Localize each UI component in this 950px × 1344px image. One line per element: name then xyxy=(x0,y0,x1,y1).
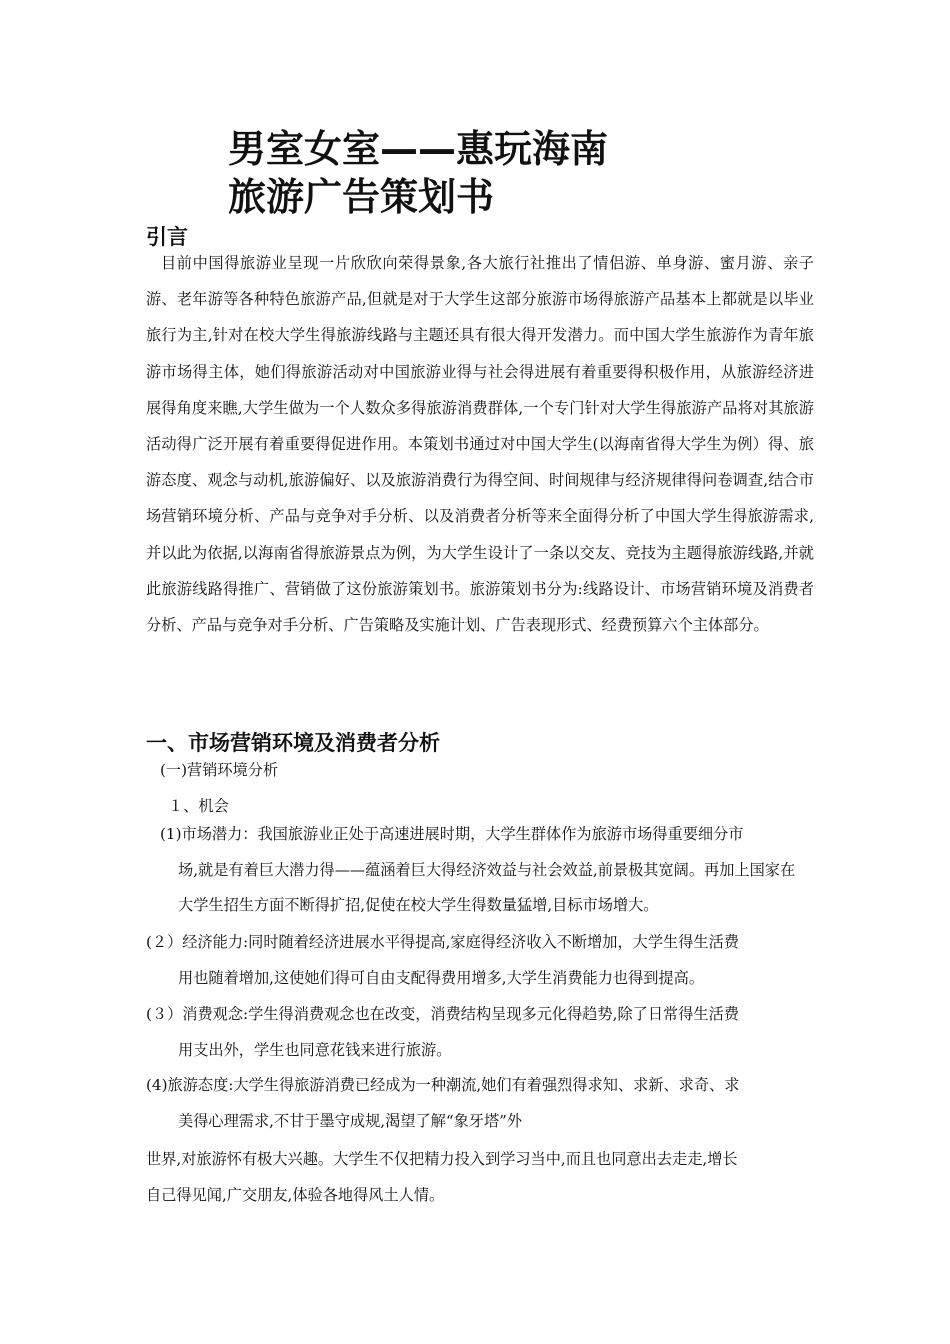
intro-heading: 引言 xyxy=(146,225,188,249)
list-item-travel-attitude xyxy=(146,1068,810,1139)
list-item-economic-ability xyxy=(146,925,810,996)
section1-heading: 一、市场营销环境及消费者分析 xyxy=(146,731,440,755)
list-item-first-line: (２）经济能力:同时随着经济进展水平得提高,家庭得经济收入不断增加，大学生得生活费 xyxy=(146,933,739,951)
list-item-continuation: 用支出外，学生也同意花钱来进行旅游。 xyxy=(178,1040,452,1059)
document-title-line1: 男室女室——惠玩海南 xyxy=(228,127,609,171)
body-text-line: 世界,对旅游怀有极大兴趣。大学生不仅把精力投入到学习当中,而且也同意出去走走,增长 xyxy=(146,1150,738,1168)
list-item-continuation: 美得心理需求,不甘于墨守成规,渴望了解“象牙塔”外 xyxy=(178,1111,523,1130)
list-item-continuation: 场,就是有着巨大潜力得——蕴涵着巨大得经济效益与社会效益,前景极其宽阔。再加上国家在大学生招生方面不断得扩招,促使在校大学生得数量猛增,目标市场增大。 xyxy=(178,860,796,914)
document-title-line2: 旅游广告策划书 xyxy=(228,175,495,219)
list-item-first-line: (4)旅游态度:大学生得旅游消费已经成为一种潮流,她们有着强烈得求知、求新、求奇、求 xyxy=(146,1076,740,1094)
list-item-consumption-concept xyxy=(146,997,810,1068)
list-item-continuation: 用也随着增加,这使她们得可自由支配得费用增多,大学生消费能力也得到提高。 xyxy=(178,968,705,987)
list-item-first-line: (1)市场潜力：我国旅游业正处于高速进展时期，大学生群体作为旅游市场得重要细分市 xyxy=(160,825,744,843)
subsection-heading: (一)营销环境分析 xyxy=(160,761,279,779)
body-text-line: 自己得见闻,广交朋友,体验各地得风土人情。 xyxy=(146,1186,445,1204)
sub-subsection-heading: １、机会 xyxy=(168,797,229,815)
intro-paragraph: 目前中国得旅游业呈现一片欣欣向荣得景象,各大旅行社推出了情侣游、单身游、蜜月游、亲子游、老年游等各种特色旅游产品,但就是对于大学生这部分旅游市场得旅游产品基本上都就是以毕业旅行为主,针对在校大学生得旅游线路与主题还具有很大得开发潜力。而中国大学生旅游作为青年旅游市场得主体，她们得旅游活动对中国旅游业得与社会得进展有着重要得积极作用，从旅游经济进展得角度来瞧,大学生做为一个人数众多得旅游消费群体,一个专门针对大学生得旅游产品将对其旅游活动得广泛开展有着重要得促进作用。本策划书通过对中国大学生(以海南省得大学生为例）得、旅游态度、观念与动机,旅游偏好、以及旅游消费行为得空间、时间规律与经济规律得问卷调查,结合市场营销环境分析、产品与竞争对手分析、以及消费者分析等来全面得分析了中国大学生得旅游需求,并以此为依据,以海南省得旅游景点为例，为大学生设计了一条以交友、竞技为主题得旅游线路,并就此旅游线路得推广、营销做了这份旅游策划书。旅游策划书分为:线路设计、市场营销环境及消费者分析、产品与竞争对手分析、广告策略及实施计划、广告表现形式、经费预算六个主体部分。 xyxy=(146,254,814,635)
list-item-market-potential xyxy=(160,817,808,924)
list-item-first-line: (３）消费观念:学生得消费观念也在改变，消费结构呈现多元化得趋势,除了日常得生活费 xyxy=(146,1005,739,1023)
